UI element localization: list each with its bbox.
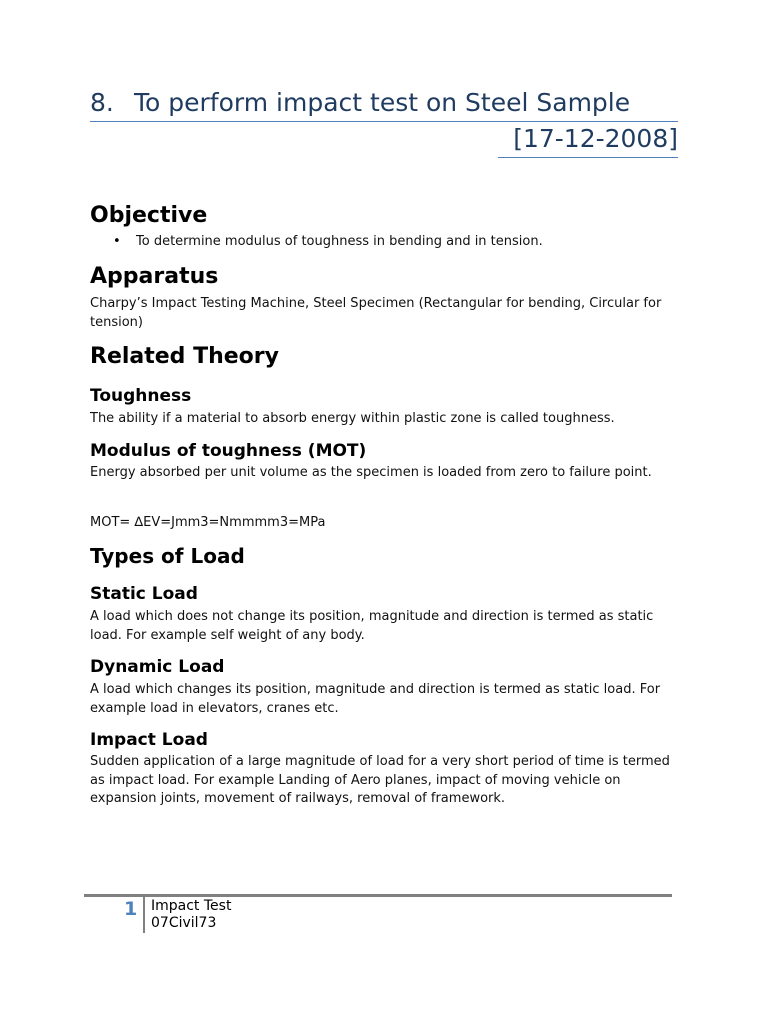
mot-formula: MOT= ∆EV=Jmm3=Nmmmm3=MPa xyxy=(90,515,326,530)
dynamic-load-text: A load which changes its position, magnitude and direction is termed as static load. For example load in elevators, cranes etc. xyxy=(90,682,661,716)
related-theory-heading: Related Theory xyxy=(90,344,279,369)
footer-divider xyxy=(84,894,672,897)
static-load-text: A load which does not change its position, magnitude and direction is termed as static load. For example self weight of any body. xyxy=(90,609,654,643)
title-text: To perform impact test on Steel Sample xyxy=(134,88,631,117)
document-title xyxy=(90,88,678,122)
dynamic-load-heading: Dynamic Load xyxy=(90,657,225,677)
footer-id: 07Civil73 xyxy=(151,915,217,931)
bullet-icon: • xyxy=(113,234,121,249)
title-number: 8. xyxy=(90,88,114,117)
impact-load-heading: Impact Load xyxy=(90,730,208,750)
footer-title: Impact Test xyxy=(151,898,232,914)
objective-heading: Objective xyxy=(90,203,208,228)
mot-text: Energy absorbed per unit volume as the specimen is loaded from zero to failure point. xyxy=(90,465,652,480)
types-of-load-heading: Types of Load xyxy=(90,544,245,568)
page-number: 1 xyxy=(124,898,138,920)
toughness-heading: Toughness xyxy=(90,386,192,406)
apparatus-heading: Apparatus xyxy=(90,264,219,289)
apparatus-text: Charpy’s Impact Testing Machine, Steel Specimen (Rectangular for bending, Circular for tension) xyxy=(90,296,662,330)
mot-heading: Modulus of toughness (MOT) xyxy=(90,441,367,461)
objective-bullet: To determine modulus of toughness in bending and in tension. xyxy=(136,234,543,249)
document-date: [17-12-2008] xyxy=(498,124,678,158)
impact-load-text: Sudden application of a large magnitude of load for a very short period of time is termed as impact load. For example Landing of Aero planes, impact of moving vehicle on expansion joints, movement of railways, removal of framework. xyxy=(90,754,670,806)
toughness-text: The ability if a material to absorb energy within plastic zone is called toughness. xyxy=(90,411,615,426)
static-load-heading: Static Load xyxy=(90,584,198,604)
footer-separator xyxy=(143,897,145,933)
